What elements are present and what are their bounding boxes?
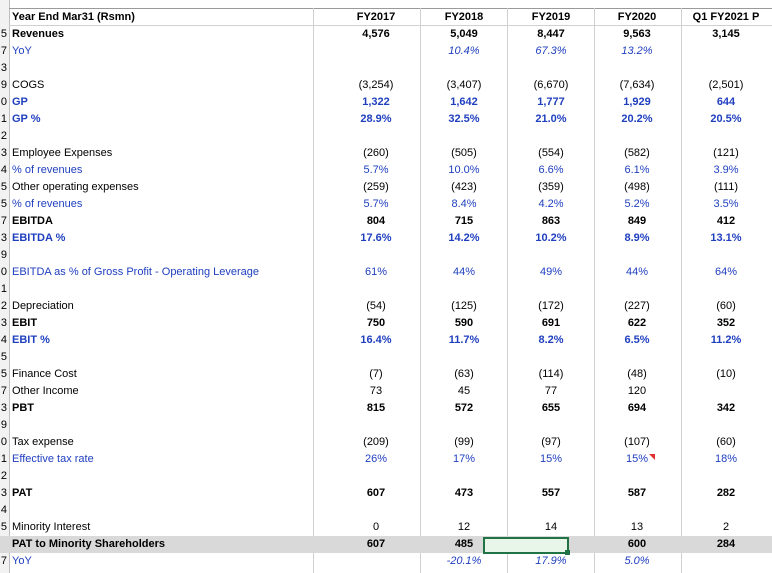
table-row <box>0 298 772 315</box>
cell-fy2019[interactable]: (359) <box>538 181 564 193</box>
row-label[interactable]: Finance Cost <box>12 368 77 380</box>
cell-fy2017[interactable]: 607 <box>366 538 386 550</box>
table-row <box>0 111 772 128</box>
cell-fy2019[interactable]: (172) <box>538 300 564 312</box>
cell-fy2017[interactable] <box>336 128 416 145</box>
row-number-text: 5 <box>0 198 7 210</box>
cell-q1fy2021p[interactable]: 3.9% <box>713 164 739 176</box>
cell-fy2020[interactable]: (48) <box>627 368 647 380</box>
row-number-text: 5 <box>0 521 7 533</box>
table-row <box>0 315 772 332</box>
row-label[interactable]: % of revenues <box>12 164 83 176</box>
table-row <box>0 434 772 451</box>
table-row <box>0 60 772 77</box>
table-row <box>0 400 772 417</box>
cell-fy2017[interactable]: 1,322 <box>362 96 390 108</box>
row-label[interactable]: EBITDA <box>12 215 53 227</box>
cell-fy2019[interactable]: 1,777 <box>537 96 565 108</box>
row-label[interactable]: Effective tax rate <box>12 453 94 465</box>
table-row <box>0 417 772 434</box>
table-row <box>0 383 772 400</box>
cell-fy2017[interactable]: (7) <box>369 368 383 380</box>
cell-fy2020[interactable] <box>597 281 677 298</box>
row-label[interactable]: PAT to Minority Shareholders <box>12 538 165 550</box>
cell-q1fy2021p[interactable]: 644 <box>716 96 736 108</box>
cell-q1fy2021p[interactable] <box>685 247 767 264</box>
cell-fy2019[interactable]: 655 <box>541 402 561 414</box>
row-number-text: 7 <box>0 385 7 397</box>
row-label[interactable]: GP % <box>12 113 41 125</box>
table-row <box>0 145 772 162</box>
row-number-text: 5 <box>0 368 7 380</box>
cell-fy2018[interactable]: 44% <box>452 266 476 278</box>
cell-fy2017[interactable] <box>336 417 416 434</box>
table-row <box>0 128 772 145</box>
table-row <box>0 94 772 111</box>
row-number-text: 9 <box>0 79 7 91</box>
row-label[interactable]: Depreciation <box>12 300 74 312</box>
cell-fy2019[interactable]: (554) <box>538 147 564 159</box>
table-row <box>0 247 772 264</box>
cell-fy2017[interactable] <box>336 349 416 366</box>
cell-fy2017[interactable]: 0 <box>372 521 380 533</box>
cell-fy2019[interactable] <box>511 281 591 298</box>
row-label[interactable]: Other Income <box>12 385 79 397</box>
cell-fy2017[interactable]: 26% <box>364 453 388 465</box>
cell-q1fy2021p[interactable]: 284 <box>716 538 736 550</box>
cell-q1fy2021p[interactable]: 13.1% <box>710 232 742 244</box>
row-number-text: 5 <box>0 28 7 40</box>
cell-fy2019[interactable] <box>511 417 591 434</box>
cell-fy2020[interactable]: (498) <box>624 181 650 193</box>
cell-q1fy2021p[interactable]: (60) <box>716 300 736 312</box>
cell-fy2018[interactable]: 12 <box>457 521 471 533</box>
cell-q1fy2021p[interactable] <box>685 383 767 400</box>
cell-q1fy2021p[interactable]: 342 <box>716 402 736 414</box>
row-number-text: 3 <box>0 402 7 414</box>
cell-fy2017[interactable] <box>336 553 416 570</box>
row-label[interactable]: Tax expense <box>12 436 74 448</box>
cell-fy2020[interactable]: 622 <box>627 317 647 329</box>
cell-fy2020[interactable]: 5.2% <box>624 198 650 210</box>
cell-fy2020[interactable]: 5.0% <box>624 555 650 567</box>
cell-fy2020[interactable]: (582) <box>624 147 650 159</box>
cell-fy2019[interactable] <box>511 349 591 366</box>
row-label[interactable]: EBIT % <box>12 334 50 346</box>
cell-fy2017[interactable]: 28.9% <box>360 113 392 125</box>
cell-fy2018[interactable]: 17% <box>452 453 476 465</box>
cell-fy2017[interactable] <box>336 43 416 60</box>
cell-fy2018[interactable]: (125) <box>451 300 477 312</box>
row-number-text: 4 <box>0 504 7 516</box>
cell-fy2020[interactable]: 9,563 <box>623 28 651 40</box>
cell-fy2019[interactable]: 49% <box>539 266 563 278</box>
cell-fy2018[interactable]: 1,642 <box>450 96 478 108</box>
table-row <box>0 196 772 213</box>
cell-fy2018[interactable] <box>424 128 504 145</box>
cell-q1fy2021p[interactable] <box>685 468 767 485</box>
cell-fy2019[interactable]: 863 <box>541 215 561 227</box>
cell-fy2020[interactable] <box>597 247 677 264</box>
cell-fy2019[interactable]: 691 <box>541 317 561 329</box>
cell-fy2020[interactable]: 694 <box>627 402 647 414</box>
table-row <box>0 485 772 502</box>
cell-fy2020[interactable]: 1,929 <box>623 96 651 108</box>
cell-q1fy2021p[interactable]: (60) <box>716 436 736 448</box>
header-fy2019[interactable]: FY2019 <box>531 11 571 23</box>
cell-fy2018[interactable]: 5,049 <box>450 28 478 40</box>
row-label[interactable]: COGS <box>12 79 45 91</box>
cell-fy2020[interactable]: (107) <box>624 436 650 448</box>
cell-fy2019[interactable]: 14 <box>544 521 558 533</box>
table-row <box>0 502 772 519</box>
comment-indicator-icon[interactable] <box>649 454 655 460</box>
cell-fy2018[interactable] <box>424 60 504 77</box>
cell-q1fy2021p[interactable]: 20.5% <box>710 113 742 125</box>
cell-fy2017[interactable]: 61% <box>364 266 388 278</box>
row-label[interactable]: GP <box>12 96 28 108</box>
row-label[interactable]: PAT <box>12 487 33 499</box>
cell-fy2017[interactable]: 750 <box>366 317 386 329</box>
cell-fy2019[interactable] <box>511 60 591 77</box>
cell-fy2019[interactable]: 8.2% <box>538 334 564 346</box>
active-cell[interactable] <box>483 537 569 554</box>
row-number-text: 0 <box>0 436 7 448</box>
table-row <box>0 281 772 298</box>
cell-q1fy2021p[interactable]: (111) <box>713 181 739 193</box>
cell-q1fy2021p[interactable]: (10) <box>716 368 736 380</box>
cell-fy2019[interactable]: 15% <box>539 453 563 465</box>
cell-fy2018[interactable] <box>424 417 504 434</box>
table-row <box>0 553 772 570</box>
cell-fy2019[interactable]: 17.9% <box>535 555 567 567</box>
row-number-text: 7 <box>0 215 7 227</box>
cell-fy2020[interactable] <box>597 468 677 485</box>
header-row <box>0 9 772 26</box>
row-label[interactable]: YoY <box>12 45 32 57</box>
row-number-text: 9 <box>0 249 7 261</box>
cell-fy2017[interactable]: (259) <box>363 181 389 193</box>
cell-fy2019[interactable]: 67.3% <box>535 45 567 57</box>
row-number-text: 3 <box>0 62 7 74</box>
cell-fy2018[interactable]: (63) <box>454 368 474 380</box>
cell-fy2017[interactable]: 804 <box>366 215 386 227</box>
cell-fy2019[interactable]: (6,670) <box>533 79 569 91</box>
cell-fy2020[interactable]: (7,634) <box>619 79 655 91</box>
row-number-text: 2 <box>0 470 7 482</box>
cell-q1fy2021p[interactable] <box>685 417 767 434</box>
table-row <box>0 230 772 247</box>
table-row <box>0 77 772 94</box>
table-row <box>0 536 772 553</box>
cell-q1fy2021p[interactable]: 3.5% <box>713 198 739 210</box>
fill-handle[interactable] <box>565 550 570 555</box>
cell-fy2018[interactable]: (423) <box>451 181 477 193</box>
cell-fy2018[interactable]: 10.0% <box>448 164 480 176</box>
cell-fy2017[interactable]: 16.4% <box>360 334 392 346</box>
cell-fy2019[interactable]: 77 <box>544 385 558 397</box>
table-row <box>0 264 772 281</box>
cell-fy2020[interactable]: 20.2% <box>621 113 653 125</box>
cell-fy2017[interactable]: 815 <box>366 402 386 414</box>
row-label[interactable]: % of revenues <box>12 198 83 210</box>
cell-fy2019[interactable] <box>511 247 591 264</box>
row-number-text: 7 <box>0 45 7 57</box>
cell-fy2017[interactable]: 5.7% <box>363 198 389 210</box>
cell-fy2018[interactable] <box>424 349 504 366</box>
cell-fy2018[interactable]: (3,407) <box>446 79 482 91</box>
row-number-text: 1 <box>0 113 7 125</box>
row-label[interactable]: Minority Interest <box>12 521 91 533</box>
cell-fy2017[interactable] <box>336 247 416 264</box>
cell-fy2018[interactable]: 8.4% <box>451 198 477 210</box>
cell-fy2017[interactable]: (54) <box>366 300 386 312</box>
cell-q1fy2021p[interactable] <box>685 502 767 519</box>
cell-fy2020[interactable]: 15% <box>625 453 649 465</box>
cell-fy2020[interactable]: 13 <box>630 521 644 533</box>
cell-fy2018[interactable] <box>424 281 504 298</box>
cell-fy2019[interactable]: (97) <box>541 436 561 448</box>
cell-fy2018[interactable]: 10.4% <box>448 45 480 57</box>
row-number-text: 2 <box>0 300 7 312</box>
row-number-text: 4 <box>0 164 7 176</box>
cell-fy2017[interactable]: 17.6% <box>360 232 392 244</box>
cell-fy2020[interactable]: 600 <box>627 538 647 550</box>
row-label[interactable]: PBT <box>12 402 34 414</box>
cell-q1fy2021p[interactable] <box>685 60 767 77</box>
table-row <box>0 349 772 366</box>
cell-fy2020[interactable] <box>597 502 677 519</box>
cell-q1fy2021p[interactable]: (2,501) <box>708 79 744 91</box>
cell-fy2018[interactable] <box>424 502 504 519</box>
cell-fy2019[interactable]: 10.2% <box>535 232 567 244</box>
cell-q1fy2021p[interactable] <box>685 43 767 60</box>
cell-fy2018[interactable]: 11.7% <box>448 334 480 346</box>
row-label[interactable]: EBITDA % <box>12 232 66 244</box>
cell-fy2019[interactable] <box>511 468 591 485</box>
row-label[interactable]: Employee Expenses <box>12 147 113 159</box>
table-row <box>0 26 772 43</box>
row-number-text: 3 <box>0 317 7 329</box>
cell-q1fy2021p[interactable]: 2 <box>722 521 730 533</box>
row-label[interactable]: EBIT <box>12 317 38 329</box>
table-row <box>0 451 772 468</box>
cell-fy2020[interactable]: 587 <box>627 487 647 499</box>
table-row <box>0 179 772 196</box>
cell-fy2017[interactable]: (260) <box>363 147 389 159</box>
cell-fy2018[interactable] <box>424 247 504 264</box>
row-number-text: 5 <box>0 181 7 193</box>
cell-q1fy2021p[interactable]: (121) <box>713 147 739 159</box>
cell-q1fy2021p[interactable]: 282 <box>716 487 736 499</box>
row-label[interactable]: Other operating expenses <box>12 181 139 193</box>
row-number-text: 3 <box>0 487 7 499</box>
row-label[interactable]: EBITDA as % of Gross Profit - Operating Leverage <box>12 266 259 278</box>
cell-fy2019[interactable] <box>511 502 591 519</box>
cell-q1fy2021p[interactable]: 18% <box>714 453 738 465</box>
cell-fy2019[interactable]: 6.6% <box>538 164 564 176</box>
cell-fy2020[interactable] <box>597 417 677 434</box>
cell-fy2020[interactable]: 8.9% <box>624 232 650 244</box>
cell-fy2020[interactable] <box>597 128 677 145</box>
header-fy2018[interactable]: FY2018 <box>444 11 484 23</box>
cell-q1fy2021p[interactable] <box>685 128 767 145</box>
header-fy2017[interactable]: FY2017 <box>356 11 396 23</box>
row-label[interactable]: YoY <box>12 555 32 567</box>
row-number-text: 3 <box>0 147 7 159</box>
cell-fy2017[interactable]: (209) <box>363 436 389 448</box>
cell-fy2018[interactable]: 32.5% <box>448 113 480 125</box>
cell-q1fy2021p[interactable]: 11.2% <box>710 334 742 346</box>
row-number-text: 3 <box>0 232 7 244</box>
cell-fy2017[interactable]: 4,576 <box>362 28 390 40</box>
row-number-text: 5 <box>0 351 7 363</box>
row-number-text: 4 <box>0 334 7 346</box>
header-fy2020[interactable]: FY2020 <box>617 11 657 23</box>
cell-fy2020[interactable]: 6.1% <box>624 164 650 176</box>
cell-fy2018[interactable]: -20.1% <box>446 555 482 567</box>
cell-fy2020[interactable] <box>597 349 677 366</box>
table-row <box>0 519 772 536</box>
row-number-text: 1 <box>0 453 7 465</box>
row-number-text: 7 <box>0 555 7 567</box>
cell-q1fy2021p[interactable]: 412 <box>716 215 736 227</box>
cell-fy2020[interactable]: 849 <box>627 215 647 227</box>
cell-fy2017[interactable]: 73 <box>369 385 383 397</box>
cell-fy2018[interactable]: 590 <box>454 317 474 329</box>
cell-fy2019[interactable]: 21.0% <box>535 113 567 125</box>
table-row <box>0 332 772 349</box>
header-q1fy2021p[interactable]: Q1 FY2021 P <box>692 11 760 23</box>
row-label[interactable]: Revenues <box>12 28 64 40</box>
cell-fy2017[interactable]: 5.7% <box>363 164 389 176</box>
cell-q1fy2021p[interactable]: 3,145 <box>712 28 740 40</box>
cell-fy2018[interactable]: 485 <box>454 538 474 550</box>
cell-fy2020[interactable]: (227) <box>624 300 650 312</box>
cell-fy2018[interactable]: 14.2% <box>448 232 480 244</box>
cell-fy2017[interactable]: (3,254) <box>358 79 394 91</box>
cell-fy2019[interactable]: 4.2% <box>538 198 564 210</box>
row-number-text: 9 <box>0 419 7 431</box>
row-number-text: 0 <box>0 96 7 108</box>
row-number-text: 1 <box>0 283 7 295</box>
cell-fy2019[interactable] <box>511 128 591 145</box>
cell-fy2020[interactable] <box>597 60 677 77</box>
cell-q1fy2021p[interactable]: 64% <box>714 266 738 278</box>
cell-fy2018[interactable]: (505) <box>451 147 477 159</box>
cell-fy2019[interactable]: 8,447 <box>537 28 565 40</box>
cell-fy2019[interactable]: (114) <box>538 368 564 380</box>
cell-q1fy2021p[interactable] <box>685 553 767 570</box>
cell-fy2018[interactable] <box>424 468 504 485</box>
cell-fy2017[interactable] <box>336 281 416 298</box>
table-row <box>0 43 772 60</box>
cell-fy2020[interactable]: 120 <box>627 385 647 397</box>
cell-fy2019[interactable]: 557 <box>541 487 561 499</box>
cell-fy2017[interactable] <box>336 502 416 519</box>
cell-fy2018[interactable]: 473 <box>454 487 474 499</box>
cell-fy2017[interactable]: 607 <box>366 487 386 499</box>
cell-fy2020[interactable]: 44% <box>625 266 649 278</box>
header-label[interactable]: Year End Mar31 (Rsmn) <box>12 11 135 23</box>
table-row <box>0 213 772 230</box>
cell-fy2018[interactable]: 715 <box>454 215 474 227</box>
cell-q1fy2021p[interactable] <box>685 349 767 366</box>
row-number-text: 0 <box>0 266 7 278</box>
cell-fy2018[interactable]: 572 <box>454 402 474 414</box>
cell-fy2017[interactable] <box>336 60 416 77</box>
cell-q1fy2021p[interactable]: 352 <box>716 317 736 329</box>
cell-q1fy2021p[interactable] <box>685 281 767 298</box>
cell-fy2018[interactable]: 45 <box>457 385 471 397</box>
row-number-text: 2 <box>0 130 7 142</box>
cell-fy2020[interactable]: 6.5% <box>624 334 650 346</box>
cell-fy2017[interactable] <box>336 468 416 485</box>
table-row <box>0 366 772 383</box>
table-row <box>0 468 772 485</box>
cell-fy2020[interactable]: 13.2% <box>621 45 653 57</box>
cell-fy2018[interactable]: (99) <box>454 436 474 448</box>
table-row <box>0 162 772 179</box>
